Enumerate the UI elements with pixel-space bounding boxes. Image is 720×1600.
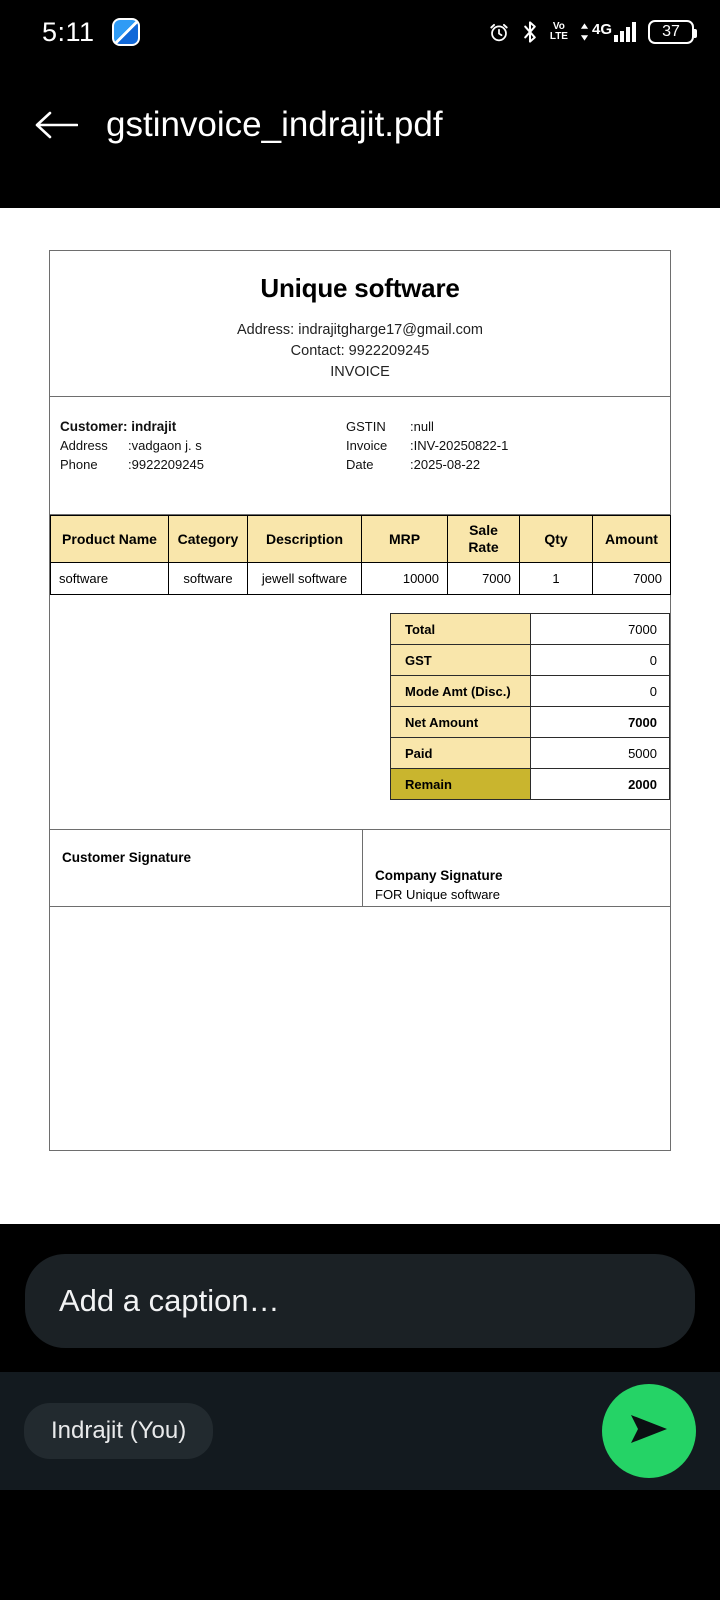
- send-sheet: [0, 1224, 720, 1600]
- recipient-label: Indrajit (You): [51, 1417, 187, 1444]
- company-name: Unique software: [260, 273, 460, 303]
- sale-rate-line1: Sale: [469, 522, 498, 538]
- party-details: [50, 397, 670, 515]
- totals-row-gst: [391, 645, 670, 676]
- invoice-number-value: INV-20250822-1: [413, 438, 509, 453]
- invoice-document: [49, 250, 671, 1151]
- totals-label-gst: GST: [391, 645, 531, 676]
- cell-mrp: 10000: [362, 563, 448, 595]
- totals-value-total: 7000: [531, 614, 670, 645]
- back-arrow-icon[interactable]: [30, 99, 82, 151]
- col-header-mrp: MRP: [362, 516, 448, 563]
- volte-bottom: LTE: [549, 31, 568, 42]
- col-header-description: Description: [248, 516, 362, 563]
- cell-sale-rate: 7000: [448, 563, 520, 595]
- status-bar: [0, 0, 720, 64]
- messenger-app-icon: [112, 18, 140, 46]
- signal-4g-icon: [580, 22, 636, 42]
- table-row: [51, 563, 671, 595]
- totals-label-net-amount: Net Amount: [391, 707, 531, 738]
- invoice-number-sep: :: [410, 438, 414, 453]
- totals-table: [390, 613, 670, 800]
- cell-qty: 1: [520, 563, 593, 595]
- invoice-number-label: Invoice: [346, 438, 388, 453]
- cell-description: jewell software: [248, 563, 362, 595]
- totals-row-remain: [391, 769, 670, 800]
- cell-product-name: software: [51, 563, 169, 595]
- signal-bars-icon: [614, 22, 636, 42]
- invoice-date-sep: :: [410, 457, 414, 472]
- invoice-meta-block: [338, 417, 508, 514]
- totals-row-net-amount: [391, 707, 670, 738]
- col-header-sale-rate: [448, 516, 520, 563]
- items-table-body: [51, 563, 671, 595]
- send-button[interactable]: [602, 1384, 696, 1478]
- battery-icon: [648, 20, 694, 44]
- signature-blank-area: [50, 907, 670, 1150]
- customer-block: [50, 417, 338, 514]
- send-icon: [626, 1409, 672, 1454]
- company-contact: Contact: 9922209245: [290, 343, 430, 359]
- items-table: [50, 515, 671, 595]
- totals-value-gst: 0: [531, 645, 670, 676]
- customer-phone-value: 9922209245: [131, 457, 204, 472]
- table-header-row: [51, 516, 671, 563]
- customer-address-value: vadgaon j. s: [131, 438, 202, 453]
- network-type-label: 4G: [591, 21, 612, 38]
- customer-name-label: Customer:: [60, 419, 128, 434]
- items-table-head: [51, 516, 671, 563]
- data-arrows-icon: [580, 23, 589, 41]
- gstin-value: null: [413, 419, 434, 434]
- company-signature-sub: FOR Unique software: [375, 887, 500, 902]
- status-time: 5:11: [42, 16, 95, 47]
- app-bar: [0, 64, 720, 186]
- document-type: INVOICE: [330, 364, 390, 380]
- volte-icon: [550, 22, 568, 42]
- alarm-icon: [488, 21, 510, 43]
- caption-zone: [0, 1224, 720, 1372]
- totals-value-net-amount: 7000: [531, 707, 670, 738]
- totals-row-total: [391, 614, 670, 645]
- sale-rate-line2: Rate: [468, 539, 499, 555]
- status-icons: [488, 20, 694, 44]
- appbar-spacer: [0, 186, 720, 208]
- customer-phone-label: Phone: [60, 457, 98, 472]
- customer-signature-title: Customer Signature: [62, 850, 192, 865]
- invoice-header: [50, 251, 670, 397]
- caption-placeholder: Add a caption…: [59, 1283, 280, 1318]
- col-header-qty: Qty: [520, 516, 593, 563]
- totals-label-mode-amt: Mode Amt (Disc.): [391, 676, 531, 707]
- company-signature-title: Company Signature: [375, 868, 503, 883]
- customer-address-label: Address: [60, 438, 108, 453]
- gstin-sep: :: [410, 419, 414, 434]
- invoice-date-label: Date: [346, 457, 374, 472]
- col-header-amount: Amount: [593, 516, 671, 563]
- page-title: gstinvoice_indrajit.pdf: [106, 105, 443, 144]
- totals-label-total: Total: [391, 614, 531, 645]
- totals-area: [50, 595, 670, 829]
- totals-row-mode-amt: [391, 676, 670, 707]
- col-header-category: Category: [169, 516, 248, 563]
- pdf-page[interactable]: [0, 208, 720, 1224]
- customer-address-sep: :: [128, 438, 132, 453]
- recipient-chip[interactable]: [24, 1403, 213, 1459]
- customer-phone-sep: :: [128, 457, 132, 472]
- totals-value-remain: 2000: [531, 769, 670, 800]
- cell-category: software: [169, 563, 248, 595]
- cell-amount: 7000: [593, 563, 671, 595]
- gstin-label: GSTIN: [346, 419, 386, 434]
- totals-row-paid: [391, 738, 670, 769]
- battery-level: 37: [662, 23, 680, 40]
- totals-value-paid: 5000: [531, 738, 670, 769]
- bluetooth-icon: [522, 20, 538, 44]
- col-header-product-name: Product Name: [51, 516, 169, 563]
- company-address: Address: indrajitgharge17@gmail.com: [236, 322, 484, 338]
- caption-input[interactable]: [25, 1254, 695, 1348]
- volte-top: Vo: [552, 21, 565, 32]
- customer-signature-block: [50, 830, 363, 906]
- totals-value-mode-amt: 0: [531, 676, 670, 707]
- invoice-date-value: 2025-08-22: [413, 457, 481, 472]
- totals-label-remain: Remain: [391, 769, 531, 800]
- totals-label-paid: Paid: [391, 738, 531, 769]
- signature-row: [50, 829, 670, 907]
- company-signature-block: [363, 830, 670, 906]
- customer-name-value: indrajit: [131, 419, 177, 434]
- send-bar: [0, 1372, 720, 1490]
